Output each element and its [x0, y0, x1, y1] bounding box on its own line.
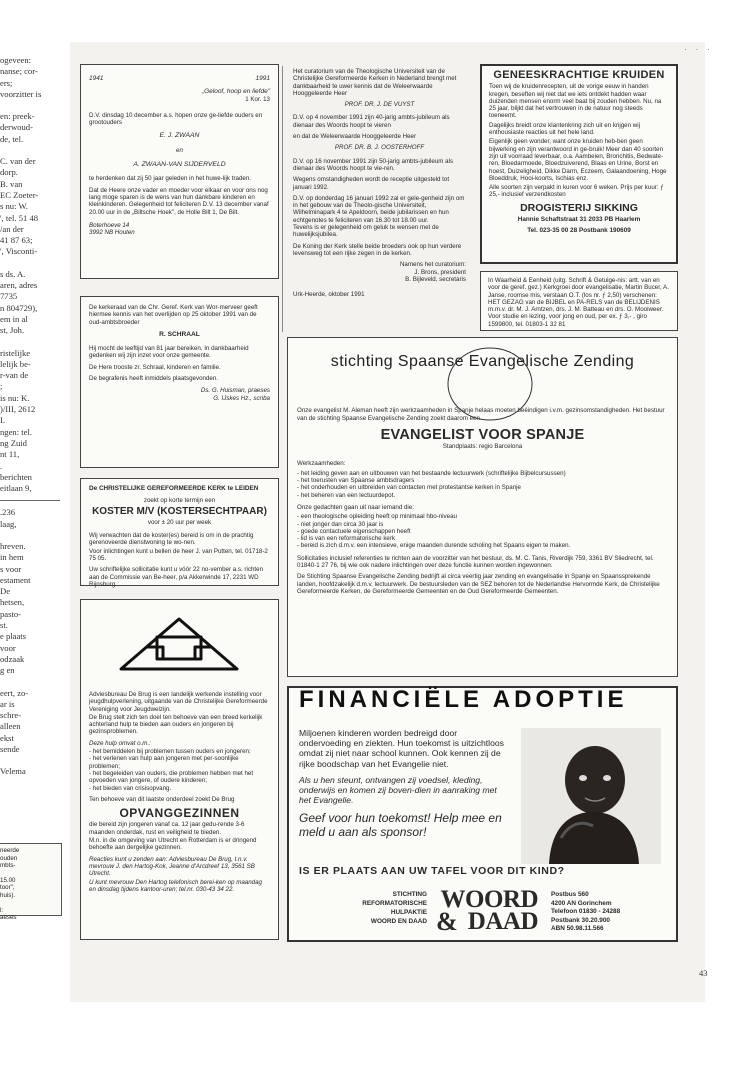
curatorium-announcement [287, 64, 472, 332]
edge-line: laag, [0, 518, 17, 529]
brug-text-6: Reacties kunt u zenden aan: Adviesbureau De Brug, t.n.v. mevrouw J. den Hartog-Kok, Jeanne d'Arcdreef 13, 3561 SB Utrecht. [89, 855, 255, 878]
help-item: - het begeleiden van ouders, die problemen hebben met het opvoeden van jongere, of oudere kinderen; [89, 769, 254, 785]
help-list [89, 748, 270, 792]
child-photo [521, 728, 661, 864]
child-image [521, 728, 661, 864]
brug-text-4: die bereid zijn jongeren vanaf ca. 12 jaar gedu-rende 3-6 maanden onderdak, rust en veiligheid te bieden. [89, 821, 245, 836]
edge-line: .236 [0, 507, 16, 518]
organisation-name: STICHTING REFORMATORISCHE HULPAKTIE WOORD EN DAAD [362, 891, 427, 925]
profile-item: - niet jonger dan circa 30 jaar is [297, 520, 384, 528]
edge-line: aren, adres [0, 280, 38, 291]
jubileum-announcement [80, 64, 279, 279]
year-from: 1941 [89, 75, 104, 82]
work-item: - het toerusten van Spaanse ambtsdragers [297, 477, 415, 485]
quote-ref: 1 Kor. 13 [245, 95, 270, 103]
kruiden-text-3: Eigenlijk geen wonder, want onze kruiden heb-ben geen bijwerking en zijn verantwoord in ge-bruik! Meer dan 40 soorten zijn uit voorraad leverbaar, o.a. Aambeien, Bronchitis, Bedwate-ren, Bloedarmoede, Bloedzuiverend, Blaas en Urine, Borst en hoest, Duizeligheid, Dikke Darm, Eczeem, Galaandoening, Hoge Bloeddruk, Hooi-koorts, Ischias enz. [489, 138, 667, 182]
edge-line: EC Zoeter- [0, 189, 39, 200]
curatorium-text-3: en dat de Weleerwaarde Hooggeleerde Heer [293, 133, 417, 141]
year-to: 1991 [255, 75, 270, 82]
financiele-adoptie-ad [287, 686, 678, 942]
work-list [297, 470, 668, 499]
curatorium-text-5: Wegens omstandigheden wordt de receptie uitgesteld tot januari 1992. [293, 176, 450, 191]
edge-line: ; [0, 381, 3, 392]
edge-box-line: ouden [0, 854, 18, 862]
adoptie-text-2: Als u hen steunt, ontvangen zij voedsel, kleding, onderwijs en komen zij boven-dien in aanraking met het Evangelie. [299, 774, 497, 806]
edge-line: 41 87 63; [0, 235, 33, 246]
profile-item: - bereid is zich d.m.v. een intensieve, enige maanden durende scholing het Spaans eigen te maken. [297, 542, 571, 550]
edge-line: hetsen, [0, 597, 25, 608]
name-wife: A. ZWAAN-VAN SIJDERVELD [133, 161, 226, 169]
margin-dots: · · · [684, 44, 713, 54]
kruiden-text-4: Alle soorten zijn verpakt in kuren voor 6 weken. Prijs per kuur: ƒ 25,- inclusief verzendkosten [489, 184, 664, 199]
koster-vacancy [80, 478, 279, 586]
edge-box-line: 15.00 [0, 876, 16, 884]
edge-box-line: huis). [0, 891, 16, 899]
kruiden-text-2: Dagelijks breidt onze klantenkring zich uit en krijgen wij enthousiaste reacties uit het hele land. [489, 121, 640, 137]
curatorium-text-1: Het curatorium van de Theologische Universiteit van de Christelijke Gereformeerde Kerken in Nederland brengt met dankbaarheid te uwer kennis dat de Weleerwaarde Hooggeleerde Heer [293, 68, 457, 97]
curatorium-text-8: De Koning der Kerk stelle beide broeders ook op hun verdere levensweg tot een rijke zegen in de kerken. [293, 242, 462, 257]
edge-line: st, Joh. [0, 325, 25, 336]
de-brug-logo [89, 607, 270, 685]
edge-line: ', Visconti- [0, 246, 38, 257]
edge-line [0, 530, 64, 541]
edge-line: C. van der [0, 156, 36, 167]
edge-box-line: toor", [0, 884, 15, 892]
edge-line: ar is [0, 698, 15, 709]
curatorium-sign-2: J. Brons, president [414, 268, 466, 276]
edge-line: s nu: W. [0, 201, 28, 212]
adoptie-body [299, 728, 511, 845]
edge-line: ristelijke [0, 347, 31, 358]
curatorium-text-4: D.V. op 16 november 1991 zijn 50-jarig ambts-jubileum als dienaar des Woords hoopt te vie-ren. [293, 157, 454, 172]
edge-line [0, 100, 64, 111]
vacancy-title: EVANGELIST VOOR SPANJE [380, 426, 585, 443]
apply-text: Sollicitaties inclusief referenties te richten aan de voorzitter van het bestuur, ds. M. C. Tanis, Riverdijk 759, 3361 BV Sliedrecht, tel. 01840-1 27 76, bij wie ook nadere inlichtingen over deze functie kunnen worden ingewonnen. [297, 554, 654, 570]
curatorium-text-6: D.V. op donderdag 16 januari 1992 zal er gele-genheid zijn om in het gebouw van de Theolo-gische Universiteit, Wilhelminapark 4 te Apeldoorn, beide jubilarissen en hun echtgenotes te feliciteren van 16.30 tot 18.00 uur. [293, 194, 465, 224]
edge-line: ers; [0, 77, 13, 88]
seeks-text: zoekt op korte termijn een [143, 497, 216, 505]
edge-line: odzaak [0, 653, 25, 664]
kruiden-title: GENEESKRACHTIGE KRUIDEN [493, 69, 665, 81]
edge-line: estament [0, 574, 31, 585]
work-item: - het beheren van een lectuurdepot. [297, 491, 396, 499]
edge-line: Velema [0, 766, 26, 777]
edge-line: eert, zo- [0, 687, 29, 698]
edge-line: e plaats [0, 631, 27, 642]
edge-line: in hem [0, 552, 24, 563]
help-intro: Deze hulp omvat o.m.: [89, 739, 151, 747]
brug-text-3: Ten behoeve van dit laatste onderdeel zoekt De Brug [89, 795, 235, 803]
opvanggezinnen-ad [80, 599, 279, 940]
edge-line: 7735 [0, 291, 18, 302]
adoptie-title: FINANCIËLE ADOPTIE [299, 686, 628, 713]
edge-line: nanse; cor- [0, 66, 38, 77]
brug-text-1: Adviesbureau De Brug is een landelijk werkende instelling voor jeugdhulpverlening, uitgaande van de Christelijke Gereformeerde Vereniging voor Jeugdwelzijn. [89, 691, 268, 713]
edge-line [0, 755, 64, 766]
deceased-name: R. SCHRAAL [159, 330, 200, 338]
brug-text-7: U kunt mevrouw Den Hartog telefonisch berei-ken op maandag en dinsdag tijdens kantoor-uren; tel.nr. 030-43 34 22. [89, 878, 262, 893]
prof-oosterhoff: PROF. DR. B. J. OOSTERHOFF [334, 144, 425, 152]
edge-line: en: preek- [0, 111, 35, 122]
brug-text-5: M.n. in de omgeving van Utrecht en Rotterdam is er dringend behoefte aan dergelijke gezinnen. [89, 837, 257, 852]
edge-line: . [0, 460, 3, 471]
adoptie-text-1: Miljoenen kinderen worden bedreigd door ondervoeding en ziekten. Hun toekomst is uitzichtloos omdat zij niet naar school kunnen. Ook kennen zij de rijke boodschap van het Evangelie niet. [299, 728, 504, 769]
koster-text-2: Voor inlichtingen kunt u bellen de heer J. van Putten, tel. 01718-2 75 05. [89, 547, 268, 563]
opvanggezinnen-title: OPVANGGEZINNEN [119, 806, 240, 821]
edge-line: schre- [0, 710, 21, 721]
edge-line: ', tel. 51 48 [0, 212, 39, 223]
profile-item: - goede contactuele eigenschappen heeft [297, 527, 411, 535]
kruiden-ad [480, 64, 678, 264]
waarheid-text: In Waarheid & Eenheid (uitg. Schrift & Getuige-nis: artt. van en voor de geref. gez.) Kerkgroei door evangelisatie, Martin Bucer, A. Janse, roomse mis, verstaan O.T. (los nr. ƒ 2,50) verschenen: HET GEZAG van de BIJBEL en PA-RELS van de BELIJDENIS m.m.v. dr. M. J. Arntzen, drs. J. M. Batteau en drs. O. Mooiweer. Voor studie en lezing, voor jong en oud, per ex. ƒ 3,- , giro 1599800, tel. 01803-1 32 81 [488, 277, 669, 328]
edge-box-line [0, 870, 59, 877]
edge-line: n 804729), [0, 302, 38, 313]
edge-line: st. [0, 620, 8, 631]
profile-title: Onze gedachten gaan uit naar iemand die: [297, 503, 414, 511]
brug-text-2: De Brug stelt zich ten doel ten behoeve van een breed kerkelijk achterland hulp te bieden aan ouders en jongeren bij gezinsproblemen. [89, 713, 263, 736]
obituary-text-3: De Here trooste zr. Schraal, kinderen en familie. [89, 363, 221, 371]
adoptie-call: Geef voor hun toekomst! Help mee en meld u aan als sponsor! [299, 811, 502, 840]
zending-intro: Onze evangelist M. Aleman heeft zijn werkzaamheden in Spanje helaas moeten beëindigen i.v.m. gezinsomstandigheden. Het bestuur van de stichting Spaanse Evangelische Zending zoekt daarom een [297, 407, 665, 422]
profile-item: - lid is van een reformatorische kerk [297, 535, 396, 543]
edge-line: berichten [0, 471, 32, 482]
help-item: - het bieden van crisisopvang. [89, 784, 172, 792]
page-number: 43 [699, 968, 708, 978]
edge-line: is nu: K. [0, 392, 30, 403]
edge-box-line: neerde [0, 847, 20, 854]
edge-line [0, 677, 64, 688]
edge-line: derwoud- [0, 122, 33, 133]
edge-box-line: mbts- [0, 862, 16, 870]
edge-line: ekst [0, 732, 14, 743]
edge-line: De [0, 586, 11, 597]
curatorium-sign-3: B. Bijleveld, secretaris [405, 275, 466, 283]
edge-line [0, 258, 64, 269]
edge-line: voorzitter is [0, 88, 42, 99]
obituary-text-4: De begrafenis heeft inmiddels plaatsgevonden. [89, 375, 218, 383]
contact-details: Postbus 560 4200 AN Gorinchem Telefoon 01830 - 24288 Postbank 30.20.900 ABN 50.98.11.566 [551, 891, 621, 933]
edge-line: ng Zuid [0, 437, 27, 448]
work-title: Werkzaamheden: [297, 460, 346, 468]
adoptie-question: IS ER PLAATS AAN UW TAFEL VOOR DIT KIND? [299, 865, 565, 877]
edge-line: eitlaan 9, [0, 483, 32, 494]
edge-box-line: l: [0, 906, 4, 914]
waarheid-eenheid-ad [480, 271, 678, 331]
address-city: 3992 NB Houten [89, 229, 135, 237]
signature-scriba: G. IJskes Hz., scriba [213, 394, 270, 402]
curatorium-place-date: Urk-Heerde, oktober 1991 [293, 291, 365, 299]
obituary-announcement [80, 296, 279, 468]
edge-line: em in al [0, 313, 28, 324]
intro-text: D.V. dinsdag 10 december a.s. hopen onze ge-liefde ouders en grootouders [89, 111, 263, 127]
jubileum-text-2: Dat de Heere onze vader en moeder voor elkaar en voor ons nog lang moge sparen is de wens van hun dankbare kinderen en kleinkinderen. Gelegenheid tot feliciteren D.V. 13 december vanaf 20.00 uur in de „Biltsche Hoek", de Holle Bilt 1, De Bilt. [89, 186, 269, 216]
company-name: DROGISTERIJ SIKKING [520, 201, 638, 214]
edge-line: s voor [0, 563, 22, 574]
edge-line: ogeveen: [0, 55, 32, 65]
edge-line: voor [0, 642, 16, 653]
jubileum-text-1: te herdenken dat zij 50 jaar geleden in het huwe-lijk traden. [89, 175, 252, 183]
edge-line: ngen: tel. [0, 426, 32, 437]
edge-line [0, 337, 64, 348]
address-street: Boterhoeve 14 [89, 221, 130, 229]
edge-line: sende [0, 744, 20, 755]
company-phone: Tel. 023-35 00 28 Postbank 190609 [527, 227, 631, 235]
edge-line: lelijk be- [0, 358, 31, 369]
edge-line: B. van [0, 178, 23, 189]
curatorium-text-2: D.V. op 4 november 1991 zijn 40-jarig ambts-jubileum als dienaar des Woords hoopt te vieren [293, 114, 450, 129]
profile-item: - een theologische opleiding heeft op minimaal hbo-niveau [297, 513, 457, 521]
koster-hours: voor ± 20 uur per week [147, 518, 212, 526]
zending-title: stichting Spaanse Evangelische Zending [330, 353, 635, 370]
quote: „Geloof, hoop en liefde" [201, 88, 270, 96]
koster-text-1: Wij verwachten dat de koster(es) bereid is om in de prachtig gerenoveerde dienstwoning te wo-nen. [89, 532, 254, 547]
edge-line: hreven. [0, 540, 26, 551]
edge-line: alleen [0, 721, 21, 732]
koster-text-3: Uw schriftelijke sollicitatie kunt u vóór 22 no-vember a.s. richten aan de Commissie van Be-heer, p/a Akkerwinde 17, 2231 WD Rijnsburg. [89, 566, 264, 588]
edge-box-line [0, 900, 59, 907]
work-item: - het leiding geven aan en uitbouwen van het bestaande lectuurwerk (schriftelijke Bijbelcursussen) [297, 469, 566, 477]
profile-list [297, 513, 668, 549]
edge-box-line: aeses [0, 914, 17, 922]
edge-line: dorp. [0, 167, 18, 178]
help-item: - het bemiddelen bij problemen tussen ouders en jongeren; [89, 748, 251, 756]
about-text: De Stichting Spaanse Evangelische Zending bedrijft al circa veertig jaar zending en evangelisatie in Spanje en Spaanssprekende landen, hoofdzakelijk d.m.v. lectuurwerk. De bestuursleden van de SEZ behoren tot de Nederlandse Hervormde Kerk, de Christelijke Gereformeerde Kerken, de Gereformeerde Gemeenten en de Oud Gereformeerde Gemeenten. [297, 573, 660, 595]
woord-en-daad-logo: WOORD & DAAD [436, 886, 538, 936]
curatorium-sign-1: Namens het curatorium: [399, 261, 466, 269]
company-address: Hannie Schaftstraat 31 2033 PB Haarlem [517, 216, 641, 224]
edge-line [0, 145, 64, 156]
vacancy-location: Standplaats: regio Barcelona [442, 443, 523, 451]
edge-line: de, tel. [0, 133, 24, 144]
signature-praeses: Ds. G. Huisman, praeses [200, 387, 270, 395]
name-husband: E. J. ZWAAN [159, 132, 200, 140]
obituary-text-2: Hij mocht de leeftijd van 81 jaar bereiken. In dankbaarheid gedenken wij zijn inzet voor onze gemeente. [89, 345, 249, 360]
prof-de-vuyst: PROF. DR. J. DE VUYST [344, 101, 415, 109]
edge-line: g en [0, 665, 15, 676]
edge-line: nt 11, [0, 449, 20, 460]
koster-title: KOSTER M/V (KOSTERSECHTPAAR) [92, 505, 267, 517]
help-item: - het verlenen van hulp aan jongeren met per-soonlijke problemen; [89, 755, 239, 770]
left-edge-box [0, 843, 62, 922]
edge-line: /an der [0, 223, 24, 234]
edge-line: r-van de [0, 370, 29, 381]
work-item: - het onderhouden en uitbreiden van contacten met protestantse kerken in Spanje [297, 484, 521, 492]
edge-rule [0, 500, 60, 501]
kruiden-text-1: Toen wij de kruidenrecepten, uit de vorige eeuw in handen kregen, beseften wij niet dat we iets ontdekt hadden waar duizenden mensen enorm veel baat bij zouden hebben. Nu, na 25 jaar, blijkt dat het vertrouwen in de natuur nog steeds toeneemt. [489, 83, 662, 120]
edge-line: pasto- [0, 608, 22, 619]
zending-vacancy [287, 337, 678, 677]
edge-line: )/III, 2612 [0, 404, 36, 415]
en-word: en [176, 146, 183, 154]
edge-line: s ds. A. [0, 268, 26, 279]
curatorium-text-7: Tevens is er gelegenheid om geluk te wensen met de huwelijksjubilea. [293, 224, 439, 239]
column-divider [282, 66, 283, 332]
church-name: De CHRISTELIJKE GEREFORMEERDE KERK te LEIDEN [89, 485, 259, 492]
obituary-text-1: De kerkeraad van de Chr. Geref. Kerk van Wor-merveer geeft hiermee kennis van het overlijden op 25 oktober 1991 van de oud-ambtsbroeder [89, 304, 258, 326]
left-edge-column [0, 55, 64, 925]
edge-line: I. [0, 415, 6, 426]
